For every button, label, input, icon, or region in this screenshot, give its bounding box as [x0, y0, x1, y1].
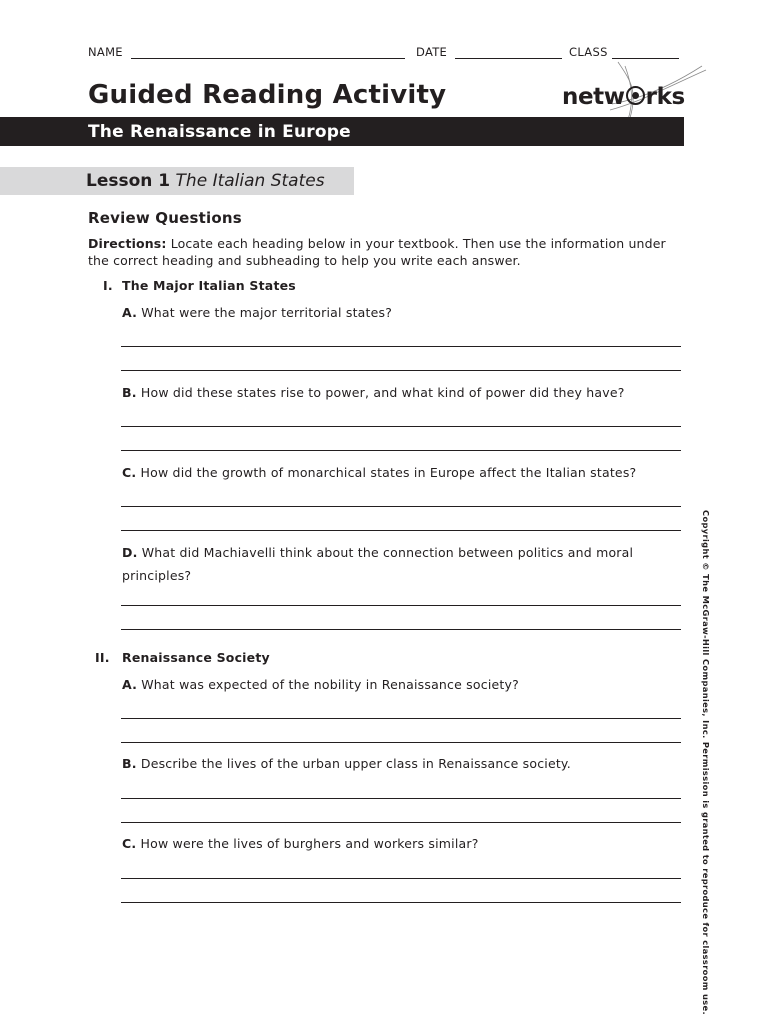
- question: [122, 673, 682, 696]
- directions-label: Directions:: [88, 236, 167, 251]
- question: [122, 381, 682, 404]
- logo-globe-icon: [626, 86, 645, 105]
- lesson-label: Lesson 1: [86, 171, 171, 191]
- answer-line[interactable]: [121, 370, 681, 371]
- copyright-notice: Copyright © The McGraw-Hill Companies, Inc. Permission is granted to reproduce for classroom use.: [701, 510, 711, 1016]
- question-letter: C.: [122, 465, 137, 480]
- question-letter: A.: [122, 305, 138, 320]
- question-letter: D.: [122, 545, 138, 560]
- directions: [88, 236, 688, 269]
- question-letter: B.: [122, 385, 137, 400]
- answer-line[interactable]: [121, 426, 681, 427]
- answer-line[interactable]: [121, 346, 681, 347]
- answer-line[interactable]: [121, 605, 681, 606]
- question: [122, 832, 682, 855]
- logo-text-start: netw: [562, 84, 625, 110]
- directions-text: Locate each heading below in your textbook. Then use the information under the correct heading and subheading to help you write each answer.: [88, 236, 666, 268]
- name-field[interactable]: [131, 58, 405, 59]
- chapter-title: The Renaissance in Europe: [88, 122, 351, 142]
- question-text: What did Machiavelli think about the connection between politics and moral principles?: [122, 545, 634, 583]
- class-field[interactable]: [612, 58, 679, 59]
- name-label: NAME: [88, 45, 123, 59]
- answer-line[interactable]: [121, 530, 681, 531]
- answer-line[interactable]: [121, 798, 681, 799]
- review-heading: Review Questions: [88, 209, 242, 227]
- section-title: Renaissance Society: [122, 650, 270, 665]
- answer-line[interactable]: [121, 718, 681, 719]
- answer-line[interactable]: [121, 506, 681, 507]
- networks-logo: [562, 84, 685, 110]
- question: [122, 301, 682, 324]
- class-label: CLASS: [569, 45, 608, 59]
- date-label: DATE: [416, 45, 448, 59]
- section-numeral: II.: [95, 650, 110, 665]
- answer-line[interactable]: [121, 629, 681, 630]
- answer-line[interactable]: [121, 902, 681, 903]
- question-text: How did these states rise to power, and what kind of power did they have?: [140, 385, 625, 400]
- lesson-subtitle: The Italian States: [175, 171, 325, 191]
- question-text: What was expected of the nobility in Renaissance society?: [141, 677, 519, 692]
- question-text: What were the major territorial states?: [141, 305, 393, 320]
- question-text: Describe the lives of the urban upper class in Renaissance society.: [140, 756, 571, 771]
- question-letter: A.: [122, 677, 138, 692]
- section-numeral: I.: [103, 278, 113, 293]
- question-letter: B.: [122, 756, 137, 771]
- logo-text-end: rks: [645, 84, 685, 110]
- question: [122, 752, 682, 775]
- page-title: Guided Reading Activity: [88, 80, 447, 110]
- question-text: How were the lives of burghers and workers similar?: [140, 836, 479, 851]
- question-text: How did the growth of monarchical states in Europe affect the Italian states?: [140, 465, 637, 480]
- section-title: The Major Italian States: [122, 278, 296, 293]
- question: [122, 541, 662, 587]
- answer-line[interactable]: [121, 822, 681, 823]
- answer-line[interactable]: [121, 450, 681, 451]
- question-letter: C.: [122, 836, 137, 851]
- answer-line[interactable]: [121, 878, 681, 879]
- date-field[interactable]: [455, 58, 562, 59]
- answer-line[interactable]: [121, 742, 681, 743]
- question: [122, 461, 682, 484]
- lesson-heading: [86, 171, 325, 191]
